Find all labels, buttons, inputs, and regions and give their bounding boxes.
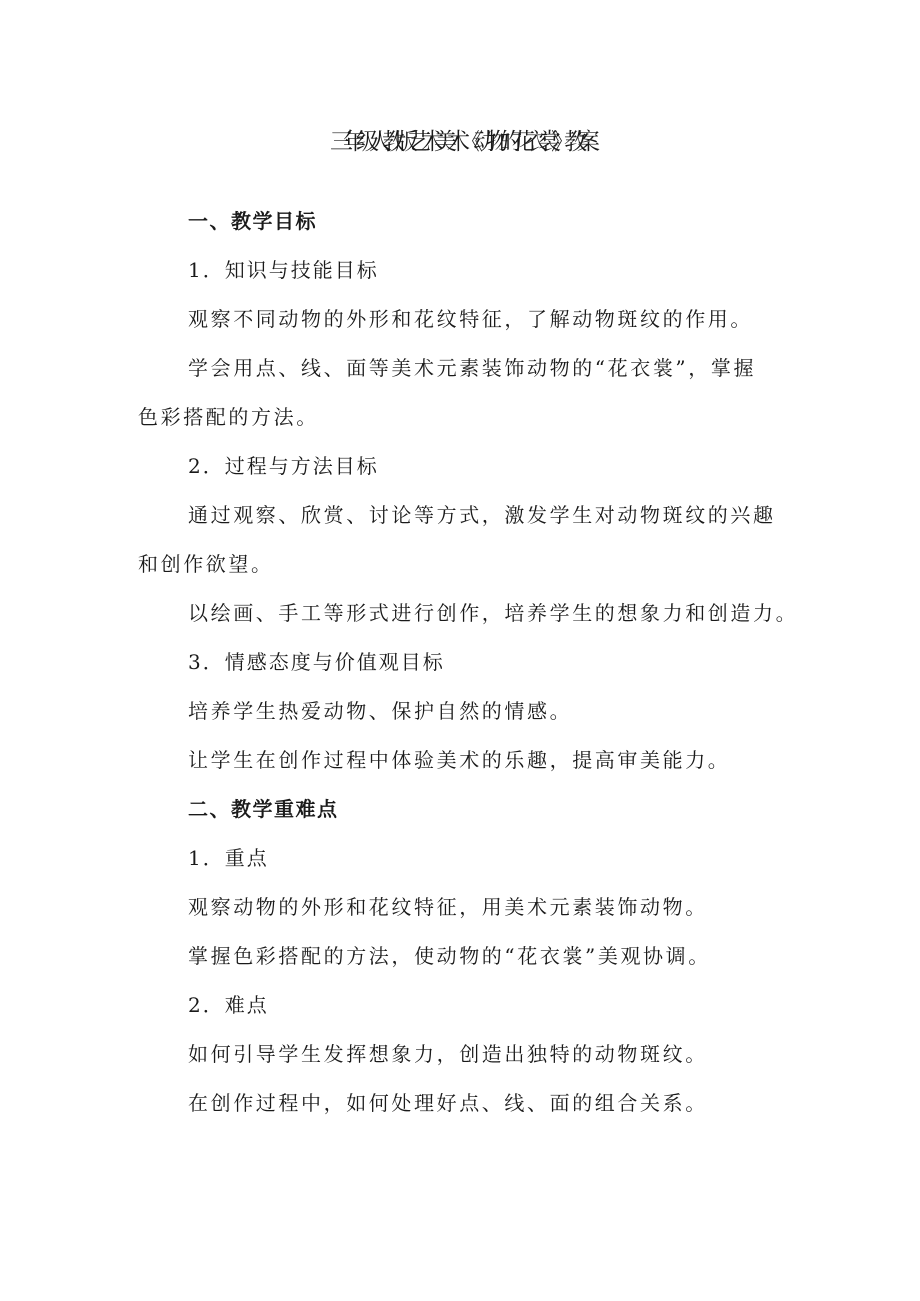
paragraph-line: 观察不同动物的外形和花纹特征，了解动物斑纹的作用。 — [188, 307, 753, 331]
paragraph-line-continuation: 色彩搭配的方法。 — [138, 405, 319, 429]
document-title: 三年级人教版艺术美术《动物的花衣裳》教案 — [330, 129, 590, 155]
subheading-difficulty: 2．难点 — [188, 993, 269, 1017]
paragraph-line: 通过观察、欣赏、讨论等方式，激发学生对动物斑纹的兴趣 — [188, 503, 776, 527]
subheading-emotion-values: 3．情感态度与价值观目标 — [188, 650, 445, 674]
section-heading-objectives: 一、教学目标 — [188, 209, 317, 233]
paragraph-line: 如何引导学生发挥想象力，创造出独特的动物斑纹。 — [188, 1042, 708, 1066]
subheading-key-point: 1．重点 — [188, 846, 269, 870]
paragraph-line: 学会用点、线、面等美术元素装饰动物的“花衣裳”，掌握 — [188, 356, 757, 380]
paragraph-line: 掌握色彩搭配的方法，使动物的“花衣裳”美观协调。 — [188, 944, 711, 968]
paragraph-line-continuation: 和创作欲望。 — [138, 552, 274, 576]
section-heading-key-points: 二、教学重难点 — [188, 797, 339, 821]
paragraph-line: 培养学生热爱动物、保护自然的情感。 — [188, 699, 573, 723]
paragraph-line: 观察动物的外形和花纹特征，用美术元素装饰动物。 — [188, 895, 708, 919]
paragraph-line: 让学生在创作过程中体验美术的乐趣，提高审美能力。 — [188, 748, 731, 772]
paragraph-line: 以绘画、手工等形式进行创作，培养学生的想象力和创造力。 — [188, 601, 799, 625]
subheading-knowledge-skills: 1．知识与技能目标 — [188, 258, 379, 282]
subheading-process-methods: 2．过程与方法目标 — [188, 454, 379, 478]
paragraph-line: 在创作过程中，如何处理好点、线、面的组合关系。 — [188, 1091, 708, 1115]
